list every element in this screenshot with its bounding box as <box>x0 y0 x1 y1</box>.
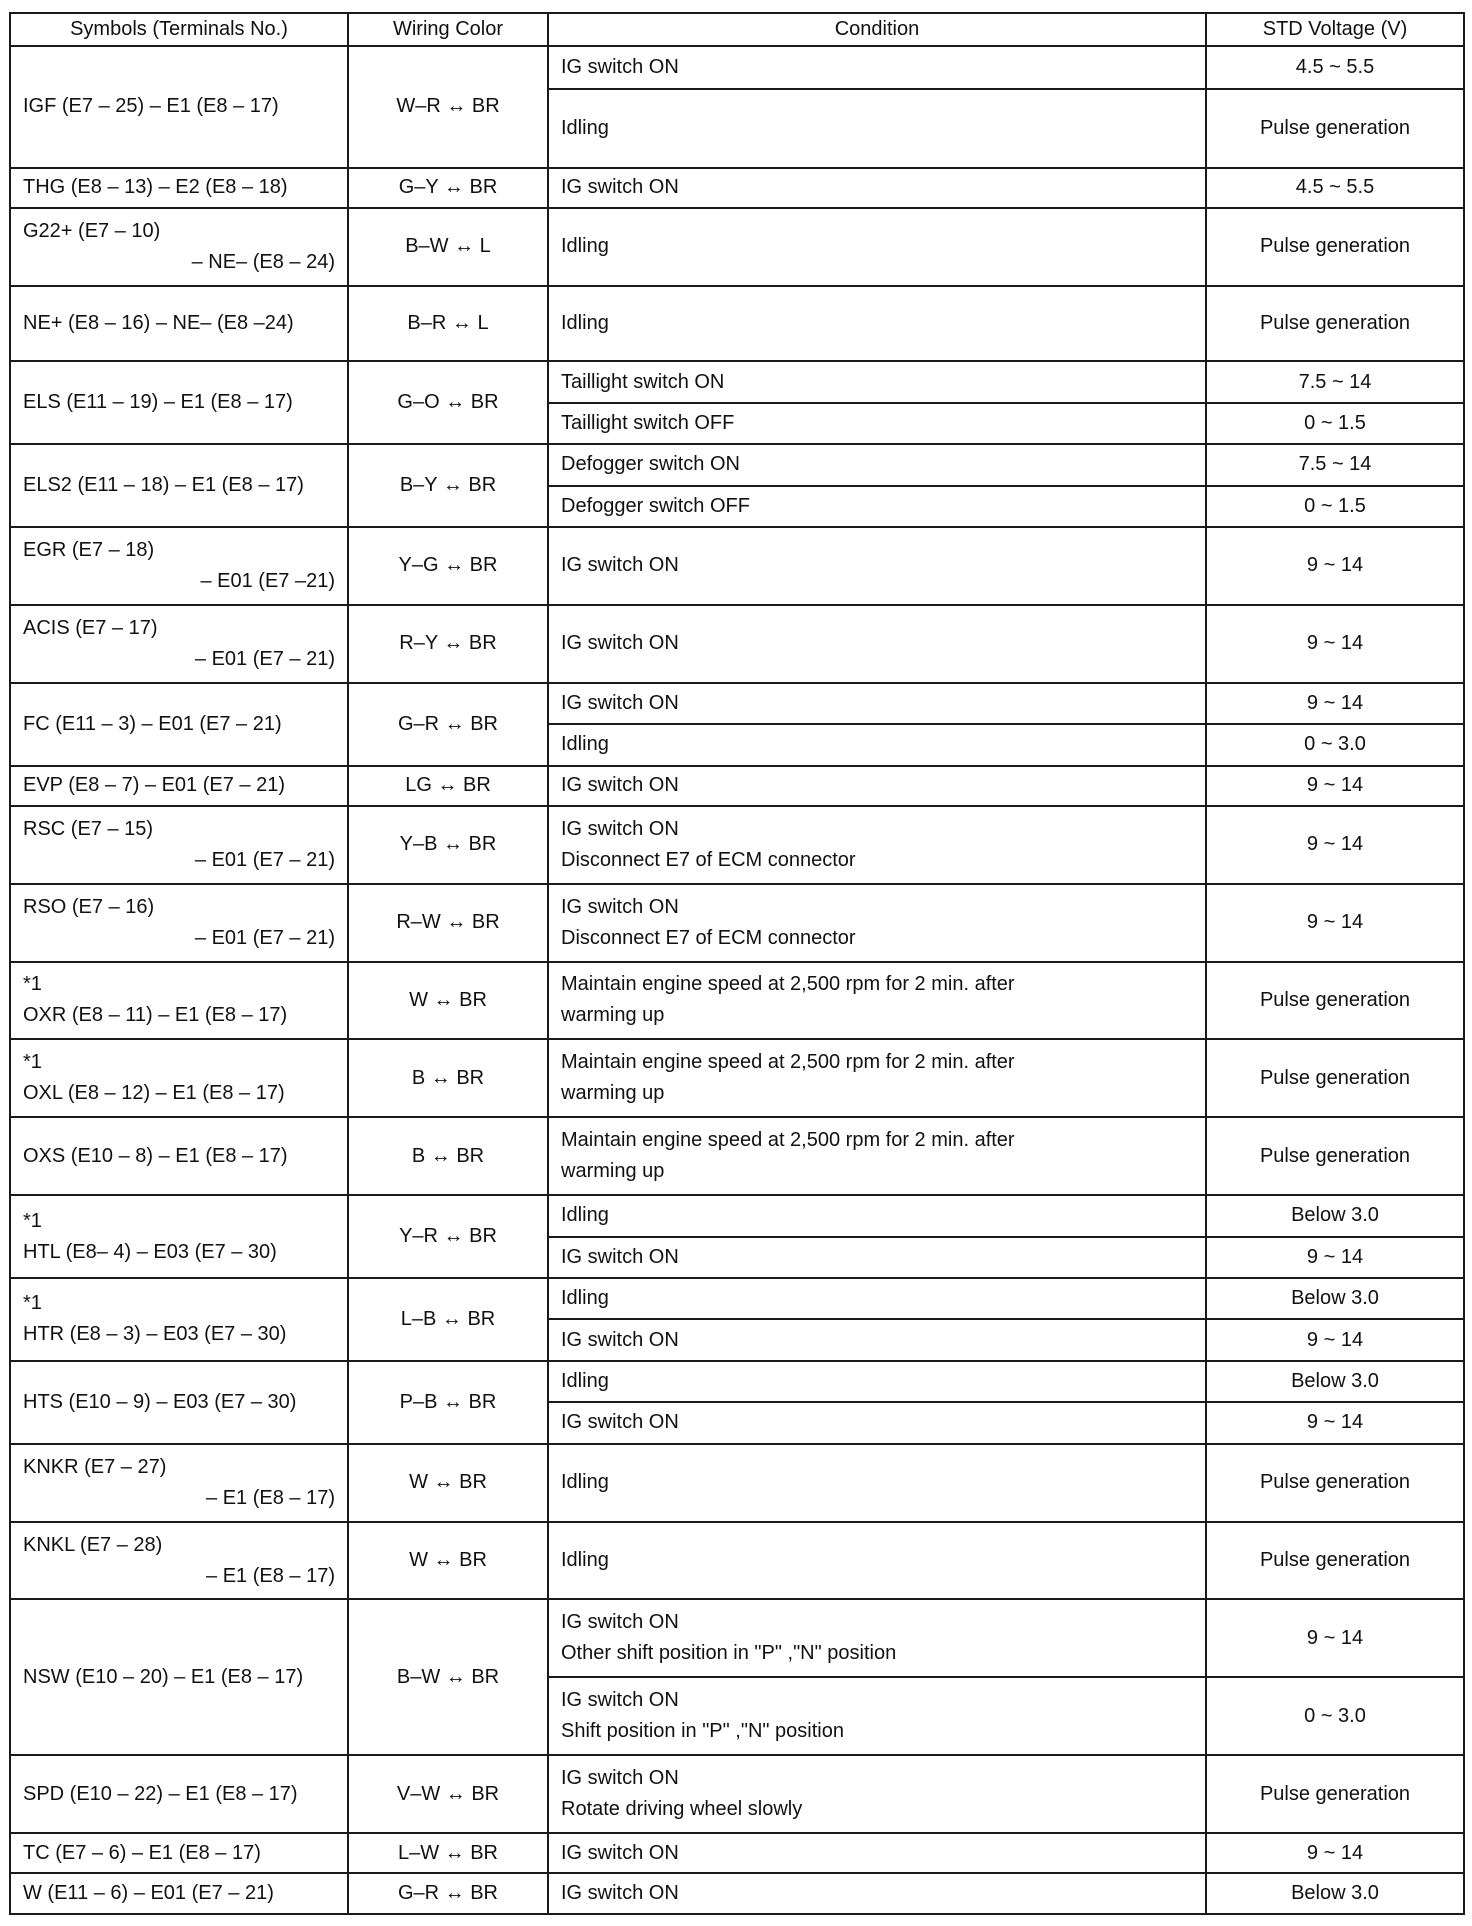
std-voltage-cell: 9 ~ 14 <box>1206 766 1464 806</box>
header-symbols: Symbols (Terminals No.) <box>10 13 348 46</box>
condition-cell <box>548 361 1206 402</box>
condition-cell <box>548 1677 1206 1755</box>
condition-cell <box>548 403 1206 444</box>
symbol-text: – E01 (E7 –21) <box>200 569 335 592</box>
wiring-color-cell: P–B ↔ BR <box>348 1361 548 1444</box>
std-voltage-cell: 9 ~ 14 <box>1206 683 1464 724</box>
std-voltage-cell: Pulse generation <box>1206 1522 1464 1600</box>
symbol-text: W (E11 – 6) – E01 (E7 – 21) <box>23 1882 274 1905</box>
symbol-cell <box>10 1039 348 1117</box>
std-voltage-cell: 9 ~ 14 <box>1206 1599 1464 1677</box>
std-voltage-cell: 9 ~ 14 <box>1206 1833 1464 1873</box>
std-voltage-cell: 7.5 ~ 14 <box>1206 444 1464 485</box>
symbol-cell <box>10 1444 348 1522</box>
header-row <box>10 13 1464 46</box>
wiring-color-cell: G–O ↔ BR <box>348 361 548 444</box>
condition-cell <box>548 1599 1206 1677</box>
condition-cell <box>548 1195 1206 1236</box>
symbol-text: OXL (E8 – 12) – E1 (E8 – 17) <box>23 1082 285 1105</box>
std-voltage-cell: 9 ~ 14 <box>1206 1237 1464 1278</box>
condition-cell <box>548 168 1206 208</box>
condition-cell <box>548 1873 1206 1914</box>
std-voltage-cell: 0 ~ 1.5 <box>1206 403 1464 444</box>
table-row <box>10 1755 1464 1833</box>
symbol-cell <box>10 683 348 766</box>
header-wiring-color: Wiring Color <box>348 13 548 46</box>
wiring-color-cell: R–Y ↔ BR <box>348 605 548 683</box>
std-voltage-cell: Pulse generation <box>1206 286 1464 361</box>
table-row <box>10 46 1464 89</box>
condition-text: Disconnect E7 of ECM connector <box>561 926 856 949</box>
condition-text: IG switch ON <box>561 817 679 840</box>
symbol-text: *1 <box>23 973 42 996</box>
std-voltage-cell: 7.5 ~ 14 <box>1206 361 1464 402</box>
table-row <box>10 444 1464 485</box>
table-row <box>10 1361 1464 1402</box>
symbol-cell <box>10 1873 348 1914</box>
condition-cell <box>548 1444 1206 1522</box>
condition-cell <box>548 962 1206 1040</box>
std-voltage-cell: Pulse generation <box>1206 1117 1464 1195</box>
std-voltage-cell: 9 ~ 14 <box>1206 1319 1464 1360</box>
condition-text: Idling <box>561 1549 609 1572</box>
condition-text: Other shift position in "P" ,"N" position <box>561 1642 897 1665</box>
condition-cell <box>548 286 1206 361</box>
condition-cell <box>548 605 1206 683</box>
condition-text: Shift position in "P" ,"N" position <box>561 1720 844 1743</box>
std-voltage-cell: 4.5 ~ 5.5 <box>1206 46 1464 89</box>
condition-text: IG switch ON <box>561 632 679 655</box>
symbol-cell <box>10 444 348 527</box>
symbol-text: *1 <box>23 1209 42 1232</box>
symbol-text: – NE– (E8 – 24) <box>191 250 335 273</box>
std-voltage-cell: Below 3.0 <box>1206 1361 1464 1402</box>
symbol-text: HTR (E8 – 3) – E03 (E7 – 30) <box>23 1323 287 1346</box>
std-voltage-cell: 0 ~ 1.5 <box>1206 486 1464 527</box>
wiring-color-cell: B ↔ BR <box>348 1039 548 1117</box>
condition-text: IG switch ON <box>561 774 679 797</box>
condition-text: IG switch ON <box>561 1611 679 1634</box>
symbol-text: ELS2 (E11 – 18) – E1 (E8 – 17) <box>23 474 304 496</box>
symbol-text: ACIS (E7 – 17) <box>23 616 158 639</box>
condition-text: Idling <box>561 235 609 258</box>
symbol-text: *1 <box>23 1051 42 1074</box>
wiring-color-cell: Y–G ↔ BR <box>348 527 548 605</box>
condition-text: Idling <box>561 1370 609 1393</box>
std-voltage-cell: Pulse generation <box>1206 1039 1464 1117</box>
condition-text: IG switch ON <box>561 1841 679 1864</box>
table-row <box>10 1117 1464 1195</box>
table-row <box>10 1599 1464 1677</box>
symbol-cell <box>10 1195 348 1278</box>
std-voltage-cell: Pulse generation <box>1206 962 1464 1040</box>
condition-cell <box>548 208 1206 286</box>
symbol-text: OXR (E8 – 11) – E1 (E8 – 17) <box>23 1004 288 1027</box>
table-row <box>10 605 1464 683</box>
condition-cell <box>548 1237 1206 1278</box>
symbol-text: SPD (E10 – 22) – E1 (E8 – 17) <box>23 1782 298 1805</box>
symbol-text: EVP (E8 – 7) – E01 (E7 – 21) <box>23 774 286 797</box>
wiring-color-cell: Y–R ↔ BR <box>348 1195 548 1278</box>
symbol-text: RSC (E7 – 15) <box>23 817 154 840</box>
condition-cell <box>548 1833 1206 1873</box>
table-row <box>10 683 1464 724</box>
table-body <box>10 46 1464 1914</box>
condition-text: warming up <box>561 1160 665 1183</box>
condition-text: IG switch ON <box>561 1411 679 1434</box>
symbol-cell <box>10 884 348 962</box>
table-row <box>10 766 1464 806</box>
wiring-color-cell: L–W ↔ BR <box>348 1833 548 1873</box>
condition-cell <box>548 89 1206 168</box>
condition-text: warming up <box>561 1082 665 1105</box>
condition-cell <box>548 46 1206 89</box>
symbol-text: HTS (E10 – 9) – E03 (E7 – 30) <box>23 1390 297 1413</box>
table-row <box>10 208 1464 286</box>
std-voltage-cell: 9 ~ 14 <box>1206 605 1464 683</box>
symbol-text: THG (E8 – 13) – E2 (E8 – 18) <box>23 176 288 199</box>
condition-cell <box>548 1522 1206 1600</box>
symbol-text: ELS (E11 – 19) – E1 (E8 – 17) <box>23 391 293 414</box>
wiring-color-cell: W ↔ BR <box>348 1522 548 1600</box>
std-voltage-cell: Below 3.0 <box>1206 1873 1464 1914</box>
std-voltage-cell: 9 ~ 14 <box>1206 806 1464 884</box>
symbol-cell <box>10 1599 348 1755</box>
symbol-cell <box>10 361 348 444</box>
condition-cell <box>548 766 1206 806</box>
std-voltage-cell: Below 3.0 <box>1206 1278 1464 1319</box>
table-row <box>10 1873 1464 1914</box>
condition-text: IG switch ON <box>561 55 679 78</box>
std-voltage-cell: 9 ~ 14 <box>1206 884 1464 962</box>
wiring-color-cell: W ↔ BR <box>348 962 548 1040</box>
symbol-text: EGR (E7 – 18) <box>23 538 155 561</box>
table-row <box>10 527 1464 605</box>
condition-cell <box>548 486 1206 527</box>
symbol-text: – E01 (E7 – 21) <box>194 848 335 871</box>
condition-text: IG switch ON <box>561 1689 679 1712</box>
condition-text: IG switch ON <box>561 554 679 577</box>
std-voltage-cell: Below 3.0 <box>1206 1195 1464 1236</box>
condition-text: Idling <box>561 312 609 335</box>
condition-cell <box>548 1039 1206 1117</box>
symbol-cell <box>10 1833 348 1873</box>
symbol-text: FC (E11 – 3) – E01 (E7 – 21) <box>23 712 282 735</box>
condition-text: Rotate driving wheel slowly <box>561 1798 803 1821</box>
symbol-text: HTL (E8– 4) – E03 (E7 – 30) <box>23 1240 277 1263</box>
symbol-cell <box>10 46 348 168</box>
table-row <box>10 1039 1464 1117</box>
std-voltage-cell: Pulse generation <box>1206 208 1464 286</box>
std-voltage-cell: Pulse generation <box>1206 1755 1464 1833</box>
condition-cell <box>548 683 1206 724</box>
symbol-cell <box>10 286 348 361</box>
condition-cell <box>548 527 1206 605</box>
table-row <box>10 168 1464 208</box>
symbol-text: KNKL (E7 – 28) <box>23 1533 163 1556</box>
wiring-color-cell: W ↔ BR <box>348 1444 548 1522</box>
symbol-cell <box>10 1278 348 1361</box>
symbol-cell <box>10 766 348 806</box>
std-voltage-cell: Pulse generation <box>1206 1444 1464 1522</box>
wiring-color-cell: G–Y ↔ BR <box>348 168 548 208</box>
symbol-cell <box>10 1117 348 1195</box>
condition-text: Defogger switch OFF <box>561 494 750 517</box>
symbol-text: NE+ (E8 – 16) – NE– (E8 –24) <box>23 312 294 335</box>
std-voltage-cell: 4.5 ~ 5.5 <box>1206 168 1464 208</box>
condition-text: IG switch ON <box>561 1882 679 1905</box>
wiring-color-cell: B–W ↔ L <box>348 208 548 286</box>
std-voltage-cell: 0 ~ 3.0 <box>1206 724 1464 765</box>
condition-text: Maintain engine speed at 2,500 rpm for 2 min. after <box>561 1129 1015 1152</box>
symbol-text: KNKR (E7 – 27) <box>23 1455 167 1478</box>
symbol-text: NSW (E10 – 20) – E1 (E8 – 17) <box>23 1665 304 1688</box>
table-row <box>10 1522 1464 1600</box>
table-row <box>10 1833 1464 1873</box>
condition-cell <box>548 724 1206 765</box>
condition-text: IG switch ON <box>561 1328 679 1351</box>
symbol-cell <box>10 806 348 884</box>
condition-cell <box>548 1117 1206 1195</box>
condition-text: warming up <box>561 1004 665 1027</box>
symbol-text: OXS (E10 – 8) – E1 (E8 – 17) <box>23 1144 288 1167</box>
condition-text: Idling <box>561 1204 609 1227</box>
symbol-text: – E01 (E7 – 21) <box>194 647 335 670</box>
condition-text: Maintain engine speed at 2,500 rpm for 2 min. after <box>561 1051 1015 1074</box>
symbol-text: G22+ (E7 – 10) <box>23 219 161 242</box>
wiring-color-cell: V–W ↔ BR <box>348 1755 548 1833</box>
wiring-color-cell: B–R ↔ L <box>348 286 548 361</box>
symbol-cell <box>10 605 348 683</box>
wiring-color-cell: B–Y ↔ BR <box>348 444 548 527</box>
header-std-voltage: STD Voltage (V) <box>1206 13 1464 46</box>
condition-text: Idling <box>561 116 609 139</box>
condition-cell <box>548 444 1206 485</box>
condition-text: Idling <box>561 1287 609 1310</box>
condition-cell <box>548 1319 1206 1360</box>
wiring-color-cell: G–R ↔ BR <box>348 683 548 766</box>
table-row <box>10 884 1464 962</box>
symbol-text: – E1 (E8 – 17) <box>206 1486 335 1509</box>
header-condition: Condition <box>548 13 1206 46</box>
symbol-cell <box>10 1361 348 1444</box>
condition-text: IG switch ON <box>561 176 679 199</box>
condition-text: Taillight switch ON <box>561 370 725 393</box>
condition-text: IG switch ON <box>561 691 679 714</box>
condition-text: IG switch ON <box>561 1767 679 1790</box>
wiring-color-cell: W–R ↔ BR <box>348 46 548 168</box>
symbol-text: – E1 (E8 – 17) <box>206 1564 335 1587</box>
condition-cell <box>548 1361 1206 1402</box>
symbol-cell <box>10 527 348 605</box>
table-row <box>10 1195 1464 1236</box>
std-voltage-cell: 9 ~ 14 <box>1206 1402 1464 1443</box>
terminal-voltage-table <box>9 12 1465 1915</box>
symbol-text: *1 <box>23 1292 42 1315</box>
symbol-cell <box>10 962 348 1040</box>
condition-cell <box>548 806 1206 884</box>
condition-text: Idling <box>561 1471 609 1494</box>
symbol-text: RSO (E7 – 16) <box>23 895 155 918</box>
wiring-color-cell: L–B ↔ BR <box>348 1278 548 1361</box>
std-voltage-cell: 9 ~ 14 <box>1206 527 1464 605</box>
std-voltage-cell: 0 ~ 3.0 <box>1206 1677 1464 1755</box>
symbol-text: TC (E7 – 6) – E1 (E8 – 17) <box>23 1841 261 1864</box>
condition-text: IG switch ON <box>561 895 679 918</box>
symbol-text: IGF (E7 – 25) – E1 (E8 – 17) <box>23 95 279 118</box>
condition-text: Idling <box>561 733 609 756</box>
wiring-color-cell: R–W ↔ BR <box>348 884 548 962</box>
table-row <box>10 806 1464 884</box>
condition-cell <box>548 884 1206 962</box>
condition-text: IG switch ON <box>561 1245 679 1268</box>
condition-cell <box>548 1402 1206 1443</box>
std-voltage-cell: Pulse generation <box>1206 89 1464 168</box>
condition-text: Taillight switch OFF <box>561 411 735 434</box>
symbol-cell <box>10 1755 348 1833</box>
condition-text: Defogger switch ON <box>561 453 740 476</box>
symbol-text: – E01 (E7 – 21) <box>194 926 335 949</box>
wiring-color-cell: B ↔ BR <box>348 1117 548 1195</box>
condition-text: Maintain engine speed at 2,500 rpm for 2 min. after <box>561 973 1015 996</box>
symbol-cell <box>10 168 348 208</box>
table-row <box>10 1278 1464 1319</box>
wiring-color-cell: LG ↔ BR <box>348 766 548 806</box>
wiring-color-cell: B–W ↔ BR <box>348 1599 548 1755</box>
symbol-cell <box>10 208 348 286</box>
table-row <box>10 286 1464 361</box>
condition-cell <box>548 1755 1206 1833</box>
table-row <box>10 962 1464 1040</box>
condition-text: Disconnect E7 of ECM connector <box>561 848 856 871</box>
table-row <box>10 361 1464 402</box>
symbol-cell <box>10 1522 348 1600</box>
wiring-color-cell: G–R ↔ BR <box>348 1873 548 1914</box>
table-row <box>10 1444 1464 1522</box>
condition-cell <box>548 1278 1206 1319</box>
wiring-color-cell: Y–B ↔ BR <box>348 806 548 884</box>
